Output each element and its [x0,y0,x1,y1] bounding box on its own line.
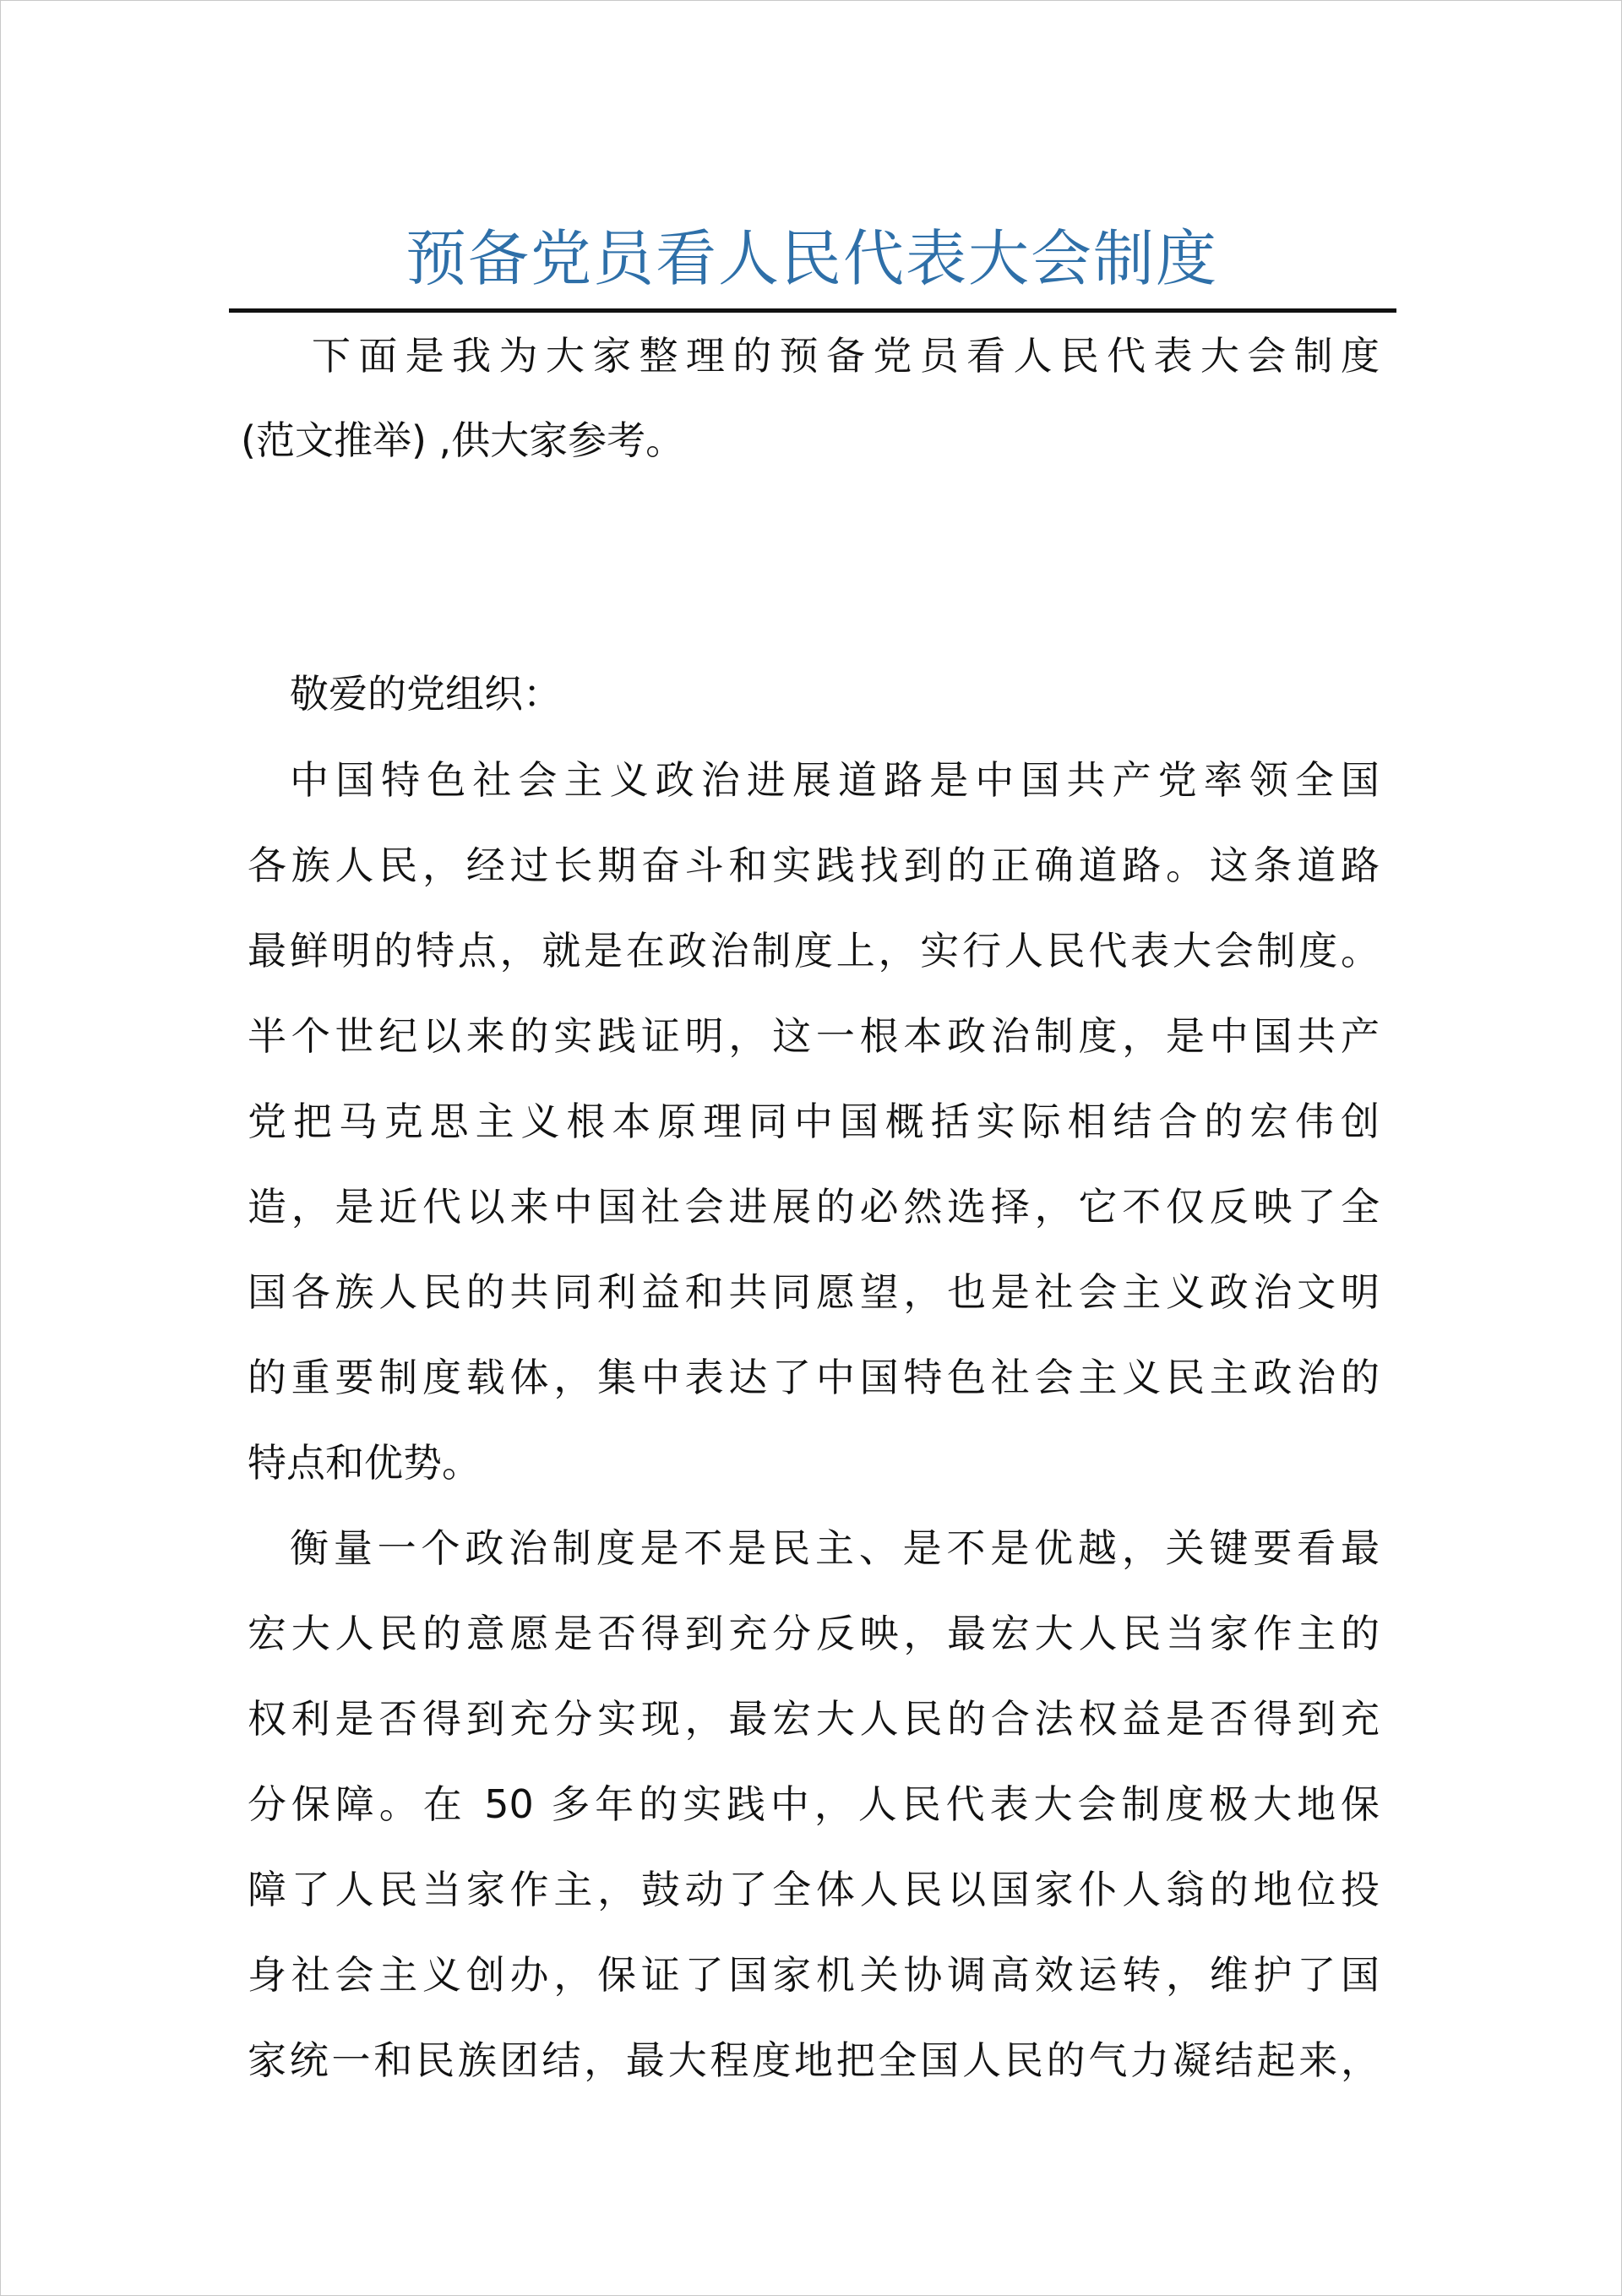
intro-line-2: (范文推举) ,供大家参考。 [241,417,685,463]
paragraph-1-line: 的重要制度载体，集中表达了中国特色社会主义民主政治的 [248,1355,1380,1400]
paragraph-2-line: 分保障。在 50 多年的实践中，人民代表大会制度极大地保 [248,1781,1380,1827]
paragraph-1-line: 各族人民，经过长期奋斗和实践找到的正确道路。这条道路 [248,843,1380,888]
paragraph-1-line: 半个世纪以来的实践证明，这一根本政治制度，是中国共产 [248,1013,1380,1059]
paragraph-2-line: 家统一和民族团结，最大程度地把全国人民的气力凝结起来， [248,2037,1380,2083]
paragraph-1-line: 国各族人民的共同利益和共同愿望，也是社会主义政治文明 [248,1269,1380,1315]
paragraph-2-line: 衡量一个政治制度是不是民主、是不是优越，关键要看最 [290,1525,1380,1571]
paragraph-2-line: 宏大人民的意愿是否得到充分反映，最宏大人民当家作主的 [248,1611,1380,1656]
paragraph-1-line: 特点和优势。 [248,1440,481,1486]
document-title: 预备党员看人民代表大会制度 [405,223,1218,294]
paragraph-1-line: 造，是近代以来中国社会进展的必然选择，它不仅反映了全 [248,1184,1380,1230]
paragraph-2-line: 身社会主义创办，保证了国家机关协调高效运转，维护了国 [248,1952,1380,1998]
paragraph-2-line: 权利是否得到充分实现，最宏大人民的合法权益是否得到充 [248,1696,1380,1742]
paragraph-2-line: 障了人民当家作主，鼓动了全体人民以国家仆人翁的地位投 [248,1867,1380,1912]
intro-line-1: 下面是我为大家整理的预备党员看人民代表大会制度 [312,333,1380,379]
paragraph-1-line: 中国特色社会主义政治进展道路是中国共产党率领全国 [290,757,1380,803]
paragraph-1-line: 最鲜明的特点，就是在政治制度上，实行人民代表大会制度。 [248,928,1380,973]
salutation: 敬爱的党组织： [290,671,562,717]
title-underline [229,308,1396,313]
paragraph-1-line: 党把马克思主义根本原理同中国概括实际相结合的宏伟创 [248,1099,1380,1144]
